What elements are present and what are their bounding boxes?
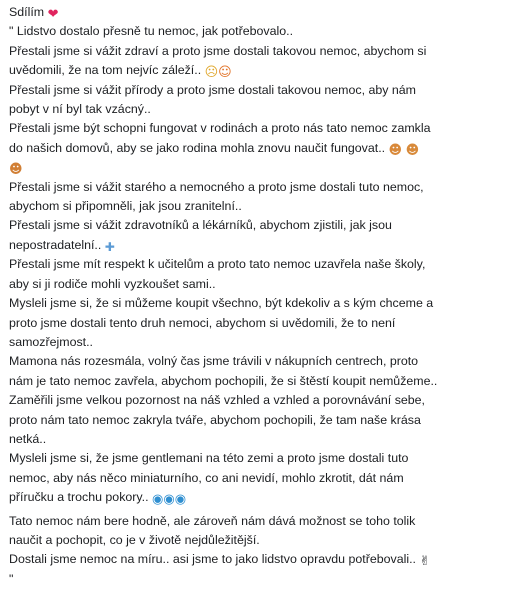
globe-icon: ◉ [152, 492, 164, 508]
post-line [9, 531, 499, 550]
post-line [9, 512, 499, 531]
post-line [9, 488, 499, 507]
post-line-text: " Lidstvo dostalo přesně tu nemoc, jak potřebovalo.. [9, 24, 294, 39]
sad-face-icon: ☹ [204, 65, 219, 81]
syringe-icon: ✚ [104, 239, 115, 254]
post-line-text: samozřejmost.. [9, 334, 93, 349]
post-line-text: " [9, 571, 14, 586]
post-line [9, 550, 499, 569]
globe-icon: ◉ [163, 492, 175, 508]
globe-icon: ◉ [174, 492, 187, 508]
post-line [9, 294, 499, 313]
post-line-text: Přestali jsme si vážit přírody a proto jsme dostali takovou nemoc, aby nám [9, 82, 416, 97]
post-line-text: Zaměřili jsme velkou pozornost na náš vzhled a vzhled a porovnávání sebe, [9, 393, 425, 408]
post-line [9, 314, 499, 333]
post-line [9, 391, 499, 410]
post-line [9, 139, 499, 158]
post-line-text: Mysleli jsme si, že jsme gentlemani na této zemi a proto jsme dostali tuto [9, 451, 409, 466]
girl-face-icon: ☻ [405, 142, 420, 158]
flushed-face-icon: ☺ [218, 65, 232, 81]
post-line [9, 81, 499, 100]
post-line-text: Přestali jsme si vážit starého a nemocného a proto jsme dostali tuto nemoc, [9, 179, 424, 194]
post-header-text: Sdílím [9, 5, 45, 19]
post-line-text: nepostradatelní.. [9, 237, 102, 252]
post-line [9, 570, 499, 589]
heart-icon: ❤ [47, 7, 59, 22]
post-line-text: abychom si připomněli, jak jsou zranitelní.. [9, 199, 242, 214]
post-line-text: naučit a pochopit, co je v životě nejdůležitější. [9, 532, 260, 547]
post-line-text: aby si ji rodiče mohli vyzkoušet sami.. [9, 276, 216, 291]
post-line [9, 255, 499, 274]
post-line [9, 61, 499, 80]
post-line-text: uvědomili, že na tom nejvíc záleží.. [9, 63, 202, 78]
woman-face-icon: ☻ [388, 142, 403, 158]
victory-hand-icon: ✌ [419, 554, 431, 570]
post-line [9, 449, 499, 468]
post-line-text: Mamona nás rozesmála, volný čas jsme trávili v nákupních centrech, proto [9, 354, 419, 369]
man-face-icon: ☻ [9, 162, 23, 178]
post-line [9, 42, 499, 61]
post-line-text: nám je tato nemoc zavřela, abychom pochopili, že si štěstí koupit nemůžeme.. [9, 373, 438, 388]
post-line [9, 100, 499, 119]
post-line [9, 197, 499, 216]
post-header [9, 3, 499, 22]
post-line [9, 178, 499, 197]
post-line [9, 372, 499, 391]
post-line [9, 236, 499, 255]
post-line [9, 333, 499, 352]
post-line [9, 469, 499, 488]
post-line-text: Přestali jsme být schopni fungovat v rodinách a proto nás tato nemoc zamkla [9, 121, 431, 136]
post-line-text: netká.. [9, 431, 47, 446]
post-line-text: nemoc, aby nás něco miniaturního, co ani nevidí, mohlo zkrotit, dát nám [9, 470, 404, 485]
post-line-text: Dostali jsme nemoc na míru.. asi jsme to jako lidstvo opravdu potřebovali.. [9, 552, 417, 567]
post-line-text: Přestali jsme si vážit zdravotníků a lékárníků, abychom zjistili, jak jsou [9, 218, 392, 233]
post-line [9, 352, 499, 371]
post-line [9, 158, 499, 177]
post-line-text: příručku a trochu pokory.. [9, 490, 149, 505]
post-line-text: Mysleli jsme si, že si můžeme koupit všechno, být kdekoliv a s kým chceme a [9, 296, 434, 311]
post-line [9, 216, 499, 235]
post-line-text: Tato nemoc nám bere hodně, ale zároveň nám dává možnost se toho tolik [9, 513, 416, 528]
post-line-text: pobyt v ní byl tak vzácný.. [9, 102, 151, 117]
post-line-text: Přestali jsme mít respekt k učitelům a proto tato nemoc uzavřela naše školy, [9, 257, 426, 272]
post-line-text: proto jsme dostali tento druh nemoci, abychom si uvědomili, že to není [9, 315, 396, 330]
post-line [9, 430, 499, 449]
post-line [9, 119, 499, 138]
post-line [9, 275, 499, 294]
post-line-text: do našich domovů, aby se jako rodina mohla znovu naučit fungovat.. [9, 140, 386, 155]
post-line-text: Přestali jsme si vážit zdraví a proto jsme dostali takovou nemoc, abychom si [9, 43, 427, 58]
post-line-text: proto nám tato nemoc zakryla tváře, abychom pochopili, že tam naše krása [9, 412, 421, 427]
post-line [9, 22, 499, 41]
post-line [9, 411, 499, 430]
